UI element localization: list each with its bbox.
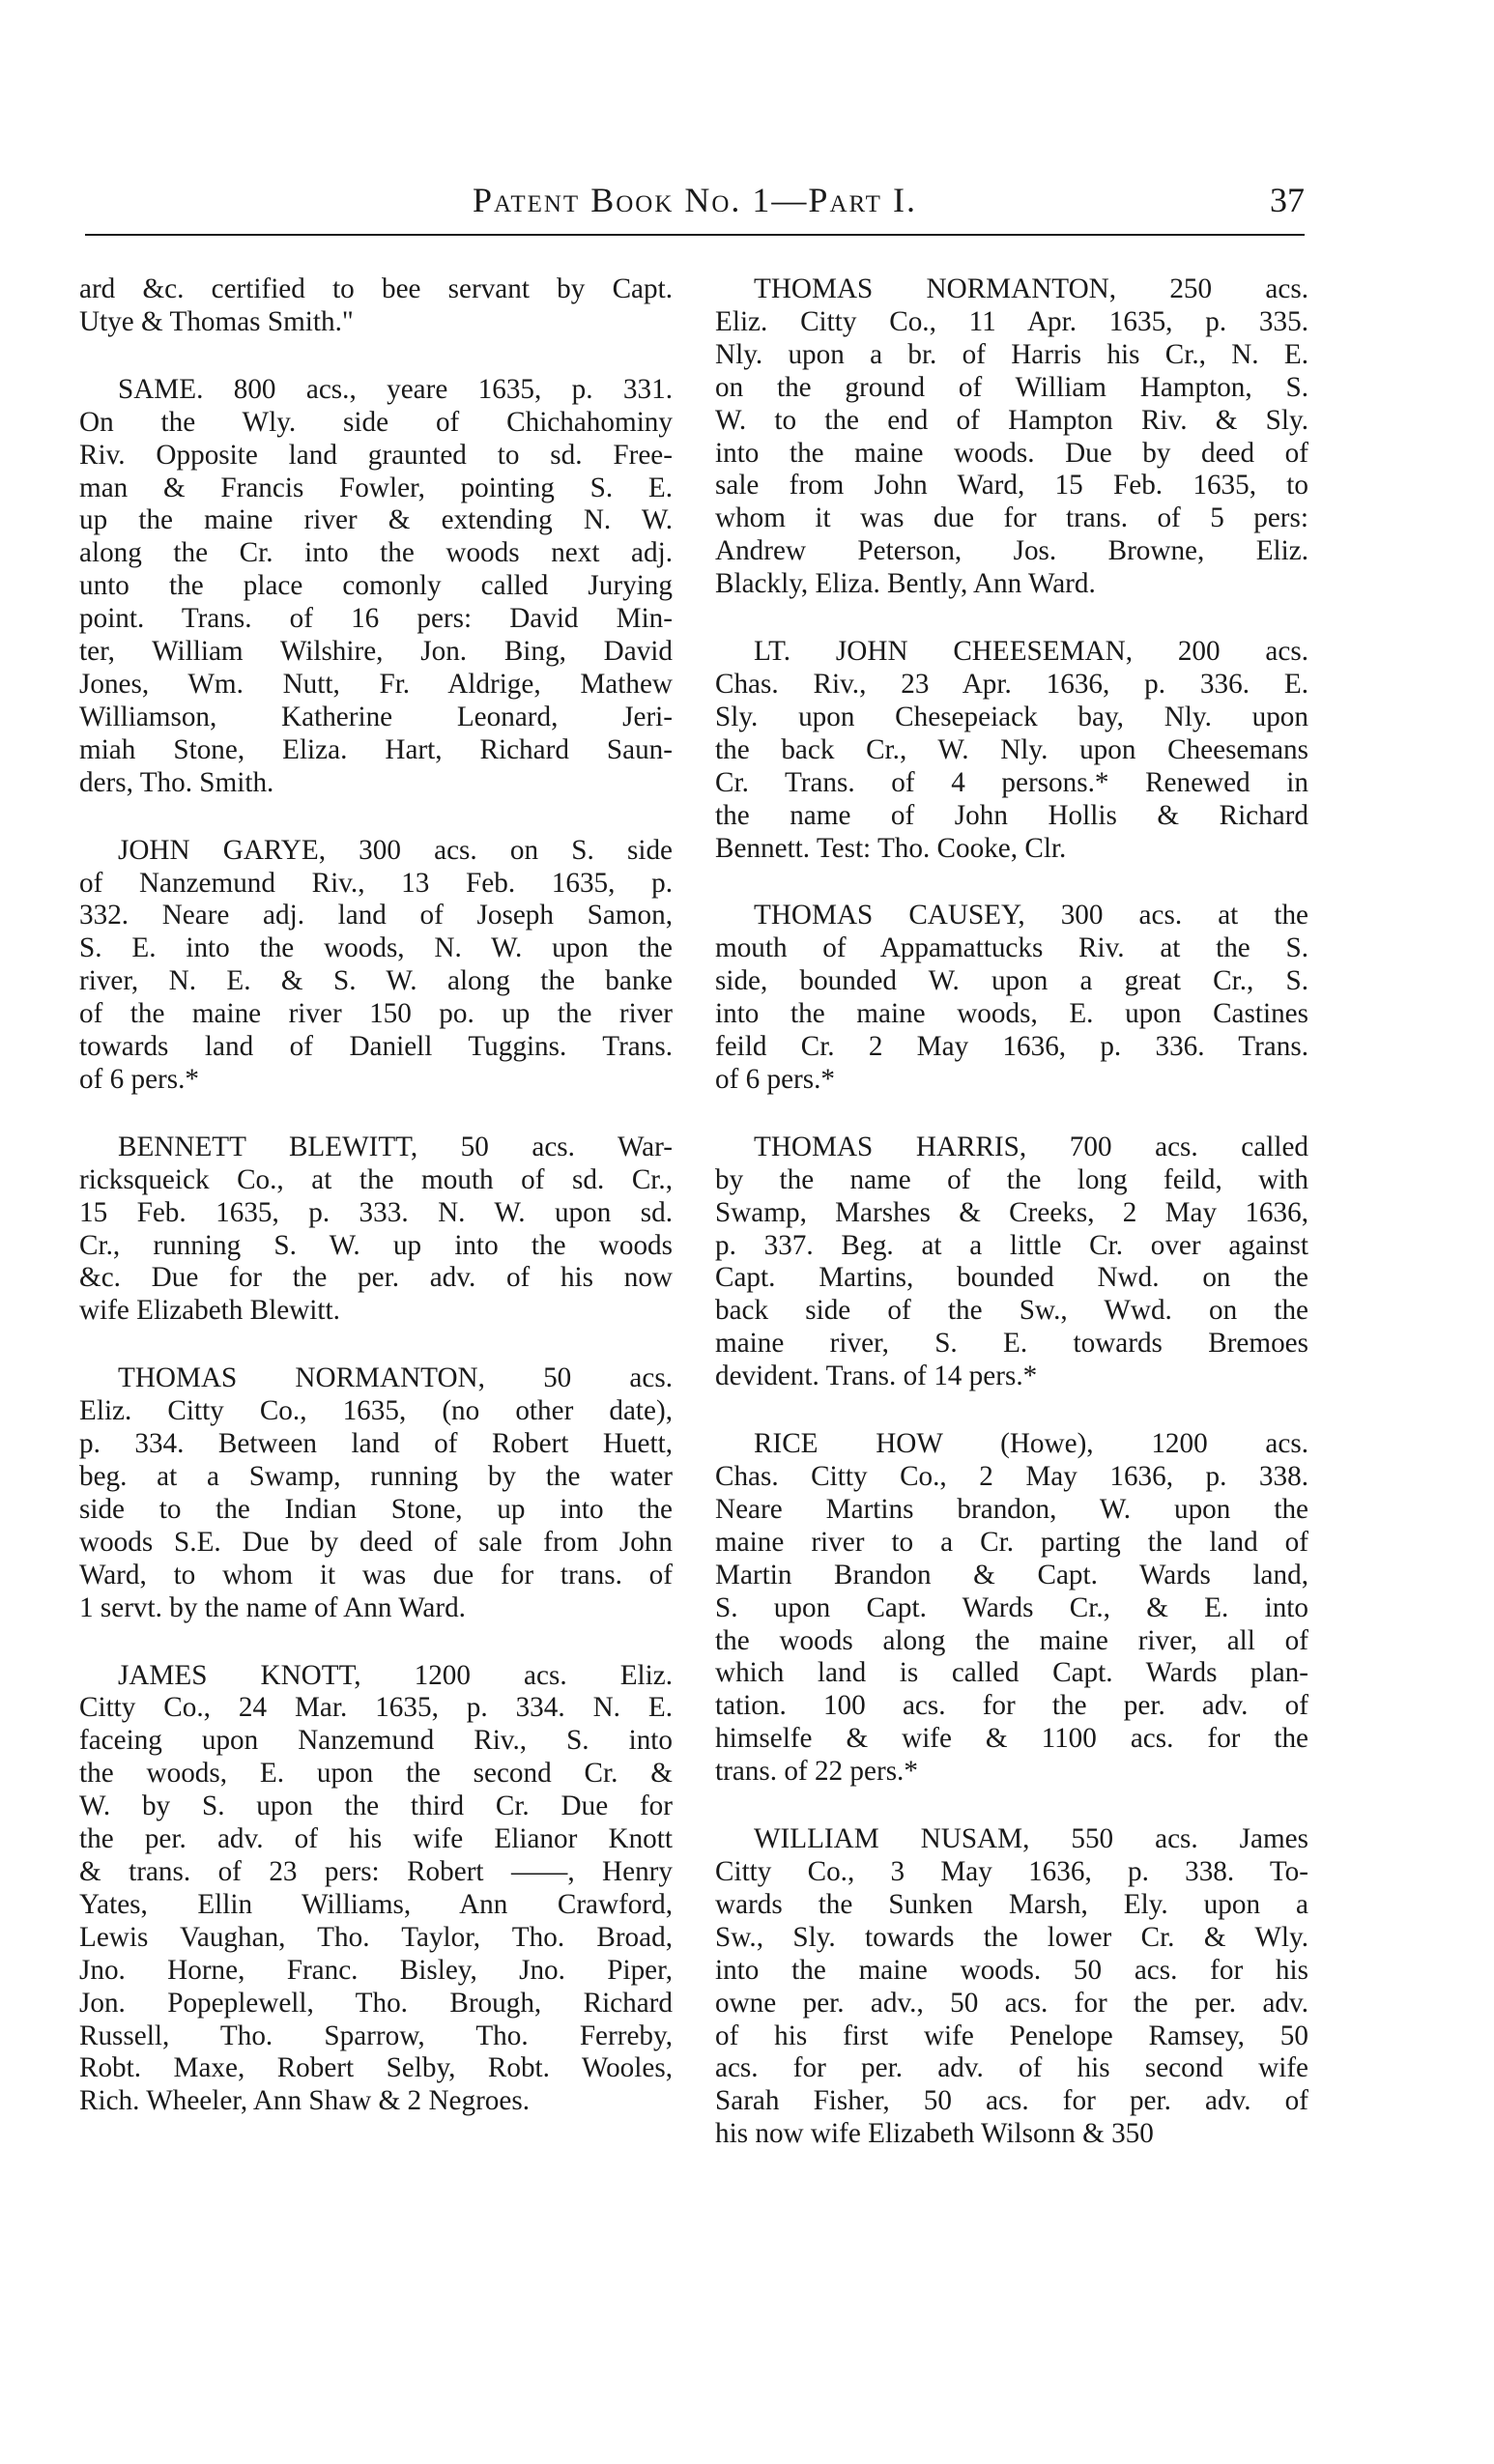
right-column (715, 273, 1308, 2186)
entry-line: the per. adv. of his wife Elianor Knott (79, 1823, 673, 1855)
patent-entry (715, 273, 1308, 601)
entry-line: of 6 pers.* (715, 1063, 836, 1095)
entry-line: On the Wly. side of Chichahominy (79, 406, 673, 438)
patent-entry (79, 1660, 673, 2119)
entry-line: acs. for per. adv. of his second wife (715, 2052, 1308, 2084)
patent-entry (715, 1823, 1308, 2151)
entry-line: side, bounded W. upon a great Cr., S. (715, 965, 1308, 997)
entry-line: miah Stone, Eliza. Hart, Richard Saun- (79, 733, 673, 765)
entry-line: Capt. Martins, bounded Nwd. on the (715, 1262, 1308, 1294)
entry-line: Riv. Opposite land graunted to sd. Free- (79, 439, 673, 471)
header-rule (85, 234, 1305, 236)
patent-entry (715, 900, 1308, 1096)
entry-line: maine river, S. E. towards Bremoes (715, 1328, 1308, 1360)
entry-line: Swamp, Marshes & Creeks, 2 May 1636, (715, 1196, 1308, 1228)
entry-line: himselfe & wife & 1100 acs. for the (715, 1723, 1308, 1755)
entry-line: owne per. adv., 50 acs. for the per. adv. (715, 1987, 1308, 2019)
entry-line: Jno. Horne, Franc. Bisley, Jno. Piper, (79, 1954, 673, 1986)
entry-line: sale from John Ward, 15 Feb. 1635, to (715, 470, 1308, 501)
entry-line: Citty Co., 3 May 1636, p. 338. To- (715, 1855, 1308, 1887)
entry-line: THOMAS HARRIS, 700 acs. called (754, 1131, 1308, 1162)
entry-line: his now wife Elizabeth Wilsonn & 350 (715, 2118, 1154, 2150)
entry-line: RICE HOW (Howe), 1200 acs. (754, 1428, 1308, 1460)
entry-line: faceing upon Nanzemund Riv., S. into (79, 1725, 673, 1757)
entry-line: of his first wife Penelope Ramsey, 50 (715, 2020, 1308, 2051)
entry-line: whom it was due for trans. of 5 pers: (715, 502, 1308, 534)
patent-entry (715, 636, 1308, 865)
entry-line: Sarah Fisher, 50 acs. for per. adv. of (715, 2085, 1308, 2117)
entry-line: of the maine river 150 po. up the river (79, 998, 673, 1030)
entry-line: on the ground of William Hampton, S. (715, 371, 1308, 403)
entry-line: Eliz. Citty Co., 11 Apr. 1635, p. 335. (715, 305, 1308, 337)
entry-line: the woods along the maine river, all of (715, 1624, 1308, 1656)
entry-line: BENNETT BLEWITT, 50 acs. War- (118, 1131, 673, 1162)
entry-line: Utye & Thomas Smith." (79, 305, 354, 337)
entry-line: 1 servt. by the name of Ann Ward. (79, 1591, 466, 1623)
entry-line: the name of John Hollis & Richard (715, 799, 1308, 831)
entry-line: towards land of Daniell Tuggins. Trans. (79, 1031, 673, 1063)
entry-line: p. 337. Beg. at a little Cr. over against (715, 1229, 1308, 1261)
entry-line: Neare Martins brandon, W. upon the (715, 1493, 1308, 1525)
entry-line: Yates, Ellin Williams, Ann Crawford, (79, 1888, 673, 1920)
patent-entry (79, 835, 673, 1097)
patent-entry (715, 1132, 1308, 1393)
entry-line: of Nanzemund Riv., 13 Feb. 1635, p. (79, 867, 673, 899)
entry-line: &c. Due for the per. adv. of his now (79, 1262, 673, 1294)
entry-line: unto the place comonly called Jurying (79, 570, 673, 602)
patent-entry (79, 374, 673, 800)
entry-line: of 6 pers.* (79, 1063, 200, 1095)
entry-line: along the Cr. into the woods next adj. (79, 537, 673, 569)
entry-line: wife Elizabeth Blewitt. (79, 1295, 340, 1327)
entry-line: Chas. Riv., 23 Apr. 1636, p. 336. E. (715, 668, 1308, 700)
entry-line: ricksqueick Co., at the mouth of sd. Cr., (79, 1163, 673, 1195)
entry-line: THOMAS CAUSEY, 300 acs. at the (754, 900, 1308, 931)
entry-line: 15 Feb. 1635, p. 333. N. W. upon sd. (79, 1196, 673, 1228)
entry-line: Jon. Popeplewell, Tho. Brough, Richard (79, 1987, 673, 2019)
entry-line: feild Cr. 2 May 1636, p. 336. Trans. (715, 1031, 1308, 1063)
entry-line: woods S.E. Due by deed of sale from John (79, 1526, 673, 1558)
entry-line: Bennett. Test: Tho. Cooke, Clr. (715, 832, 1067, 864)
entry-line: mouth of Appamattucks Riv. at the S. (715, 932, 1308, 964)
entry-line: the woods, E. upon the second Cr. & (79, 1758, 673, 1790)
entry-line: JAMES KNOTT, 1200 acs. Eliz. (118, 1659, 673, 1691)
entry-line: S. E. into the woods, N. W. upon the (79, 932, 673, 964)
entry-line: S. upon Capt. Wards Cr., & E. into (715, 1591, 1308, 1623)
entry-line: Russell, Tho. Sparrow, Tho. Ferreby, (79, 2020, 673, 2051)
entry-line: Cr., running S. W. up into the woods (79, 1229, 673, 1261)
entry-line: into the maine woods. Due by deed of (715, 437, 1308, 469)
entry-line: man & Francis Fowler, pointing S. E. (79, 472, 673, 503)
entry-line: wards the Sunken Marsh, Ely. upon a (715, 1888, 1308, 1920)
entry-line: Sly. upon Chesepeiack bay, Nly. upon (715, 701, 1308, 732)
entry-line: the back Cr., W. Nly. upon Cheesemans (715, 733, 1308, 765)
entry-line: Ward, to whom it was due for trans. of (79, 1559, 673, 1590)
entry-line: Robt. Maxe, Robert Selby, Robt. Wooles, (79, 2052, 673, 2084)
entry-line: side to the Indian Stone, up into the (79, 1493, 673, 1525)
entry-line: which land is called Capt. Wards plan- (715, 1657, 1308, 1689)
entry-line: THOMAS NORMANTON, 50 acs. (118, 1362, 673, 1394)
running-head: Patent Book No. 1—Part I. (473, 181, 917, 219)
entry-line: THOMAS NORMANTON, 250 acs. (754, 273, 1308, 304)
entry-line: & trans. of 23 pers: Robert ——, Henry (79, 1855, 673, 1887)
entry-line: Blackly, Eliza. Bently, Ann Ward. (715, 568, 1096, 600)
entry-line: by the name of the long feild, with (715, 1163, 1308, 1195)
entry-line: back side of the Sw., Wwd. on the (715, 1295, 1308, 1327)
entry-line: Chas. Citty Co., 2 May 1636, p. 338. (715, 1461, 1308, 1492)
entry-line: into the maine woods. 50 acs. for his (715, 1954, 1308, 1986)
entry-line: Sw., Sly. towards the lower Cr. & Wly. (715, 1921, 1308, 1953)
page-number: 37 (1270, 181, 1305, 219)
entry-line: river, N. E. & S. W. along the banke (79, 965, 673, 997)
entry-line: maine river to a Cr. parting the land of (715, 1526, 1308, 1558)
entry-line: Citty Co., 24 Mar. 1635, p. 334. N. E. (79, 1692, 673, 1724)
entry-line: up the maine river & extending N. W. (79, 504, 673, 536)
left-column (79, 273, 673, 2153)
entry-line: JOHN GARYE, 300 acs. on S. side (118, 834, 673, 866)
entry-line: Lewis Vaughan, Tho. Taylor, Tho. Broad, (79, 1921, 673, 1953)
entry-line: trans. of 22 pers.* (715, 1756, 918, 1788)
entry-line: ders, Tho. Smith. (79, 766, 274, 798)
entry-line: tation. 100 acs. for the per. adv. of (715, 1690, 1308, 1722)
entry-line: W. to the end of Hampton Riv. & Sly. (715, 404, 1308, 436)
entry-line: Eliz. Citty Co., 1635, (no other date), (79, 1395, 673, 1427)
entry-line: Andrew Peterson, Jos. Browne, Eliz. (715, 535, 1308, 567)
patent-entry (715, 1428, 1308, 1789)
entry-line: LT. JOHN CHEESEMAN, 200 acs. (754, 636, 1308, 668)
entry-line: p. 334. Between land of Robert Huett, (79, 1428, 673, 1460)
entry-line: point. Trans. of 16 pers: David Min- (79, 603, 673, 635)
entry-line: Jones, Wm. Nutt, Fr. Aldrige, Mathew (79, 668, 673, 700)
entry-line: WILLIAM NUSAM, 550 acs. James (754, 1823, 1308, 1855)
page-header (85, 180, 1305, 228)
entry-line: devident. Trans. of 14 pers.* (715, 1361, 1038, 1392)
entry-line: Cr. Trans. of 4 persons.* Renewed in (715, 766, 1308, 798)
entry-line: 332. Neare adj. land of Joseph Samon, (79, 900, 673, 931)
patent-entry (79, 273, 673, 339)
entry-line: SAME. 800 acs., yeare 1635, p. 331. (118, 373, 673, 405)
entry-line: Rich. Wheeler, Ann Shaw & 2 Negroes. (79, 2085, 531, 2117)
entry-line: beg. at a Swamp, running by the water (79, 1461, 673, 1492)
entry-line: Nly. upon a br. of Harris his Cr., N. E. (715, 338, 1308, 370)
entry-line: ter, William Wilshire, Jon. Bing, David (79, 636, 673, 668)
entry-line: Martin Brandon & Capt. Wards land, (715, 1559, 1308, 1590)
entry-line: into the maine woods, E. upon Castines (715, 998, 1308, 1030)
entry-line: W. by S. upon the third Cr. Due for (79, 1791, 673, 1822)
entry-line: Williamson, Katherine Leonard, Jeri- (79, 701, 673, 732)
entry-line: ard &c. certified to bee servant by Capt. (79, 273, 673, 304)
patent-entry (79, 1362, 673, 1624)
patent-entry (79, 1132, 673, 1328)
